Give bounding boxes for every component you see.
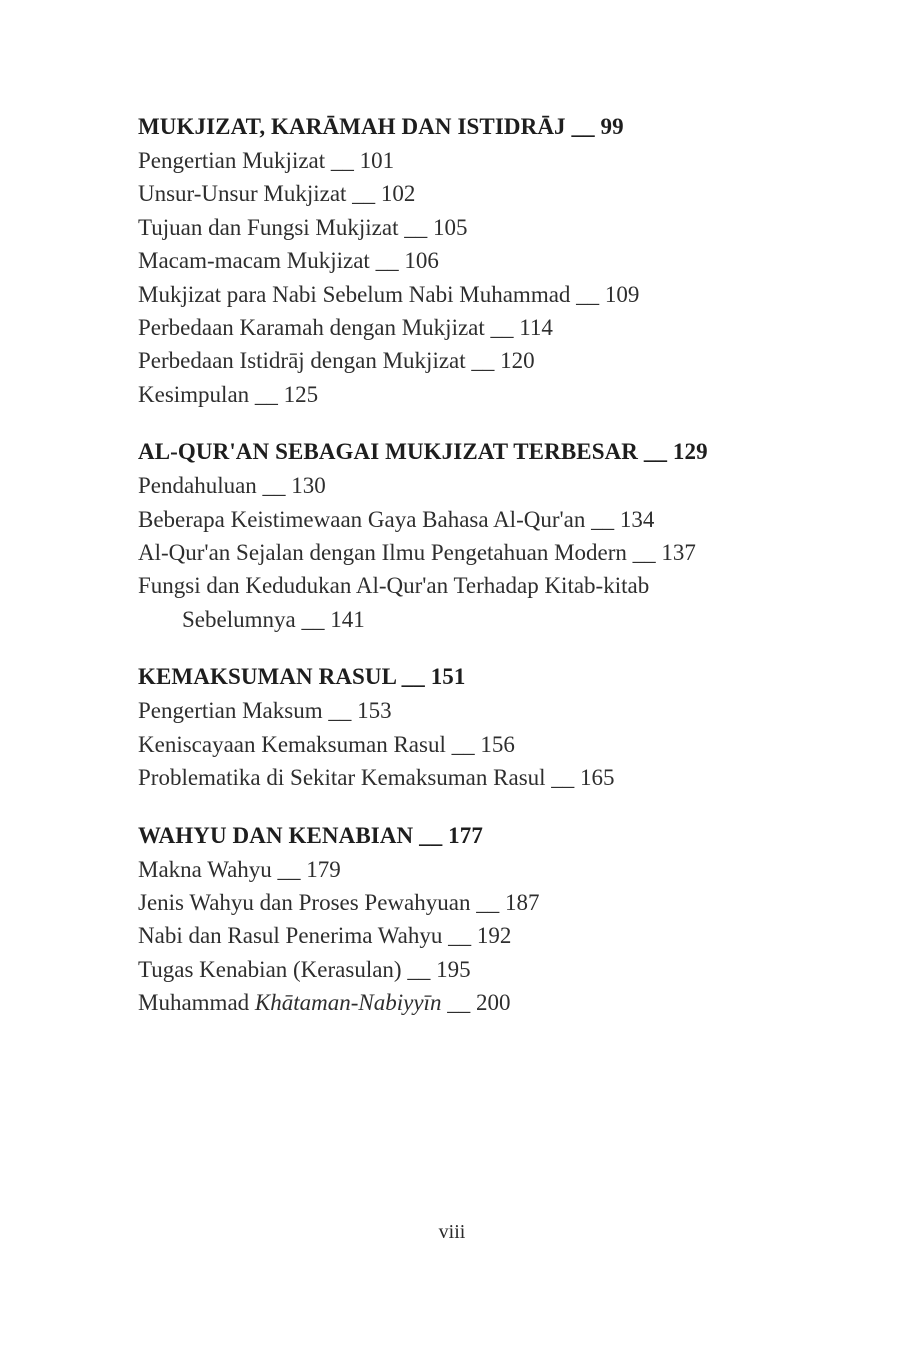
toc-entry[interactable]: Problematika di Sekitar Kemaksuman Rasul __ 165 xyxy=(138,765,615,791)
toc-entry[interactable]: Al-Qur'an Sejalan dengan Ilmu Pengetahuan Modern __ 137 xyxy=(138,540,696,566)
toc-entry[interactable]: Pengertian Mukjizat __ 101 xyxy=(138,148,395,173)
toc-entry[interactable]: Keniscayaan Kemaksuman Rasul __ 156 xyxy=(138,731,515,757)
toc-section xyxy=(138,435,858,636)
section-heading[interactable]: AL-QUR'AN SEBAGAI MUKJIZAT TERBESAR __ 129 xyxy=(138,439,708,465)
toc-entry[interactable]: Pengertian Maksum __ 153 xyxy=(138,698,392,724)
toc-entry[interactable]: Nabi dan Rasul Penerima Wahyu __ 192 xyxy=(138,923,512,949)
section-heading[interactable]: KEMAKSUMAN RASUL __ 151 xyxy=(138,664,466,690)
toc-entry[interactable]: Kesimpulan __ 125 xyxy=(138,381,319,407)
toc-entry[interactable]: Beberapa Keistimewaan Gaya Bahasa Al-Qur'an __ 134 xyxy=(138,506,655,532)
toc-section xyxy=(138,110,858,411)
toc-entry[interactable]: Unsur-Unsur Mukjizat __ 102 xyxy=(138,181,416,207)
toc-entry[interactable]: Perbedaan Karamah dengan Mukjizat __ 114 xyxy=(138,315,553,341)
toc-entry[interactable]: Tugas Kenabian (Kerasulan) __ 195 xyxy=(138,956,471,982)
toc-entry-line: Fungsi dan Kedudukan Al-Qur'an Terhadap Kitab-kitab xyxy=(138,573,650,599)
toc-entry[interactable]: Macam-macam Mukjizat __ 106 xyxy=(138,248,439,274)
section-heading[interactable]: MUKJIZAT, KARĀMAH DAN ISTIDRĀJ __ 99 xyxy=(138,114,624,139)
toc-entry-prefix: Muhammad xyxy=(138,990,255,1016)
toc-entry[interactable] xyxy=(138,986,858,1019)
toc-entry-italic: Khātaman-Nabiyyīn xyxy=(254,990,442,1016)
toc-entry[interactable]: Tujuan dan Fungsi Mukjizat __ 105 xyxy=(138,214,468,240)
section-heading[interactable]: WAHYU DAN KENABIAN __ 177 xyxy=(138,822,483,848)
toc-entry[interactable]: Perbedaan Istidrāj dengan Mukjizat __ 120 xyxy=(138,348,535,374)
toc-entry[interactable]: Makna Wahyu __ 179 xyxy=(138,856,341,882)
toc-entry[interactable]: Mukjizat para Nabi Sebelum Nabi Muhammad __ 109 xyxy=(138,281,640,307)
table-of-contents xyxy=(138,110,858,1044)
toc-entry-wrapped[interactable] xyxy=(138,569,858,636)
toc-entry-continuation: Sebelumnya __ 141 xyxy=(182,606,365,632)
toc-section xyxy=(138,819,858,1020)
toc-section xyxy=(138,660,858,794)
toc-entry-suffix: __ 200 xyxy=(441,990,511,1016)
toc-entry[interactable]: Jenis Wahyu dan Proses Pewahyuan __ 187 xyxy=(138,889,540,915)
toc-entry[interactable]: Pendahuluan __ 130 xyxy=(138,473,326,499)
page-number: viii xyxy=(438,1221,466,1243)
